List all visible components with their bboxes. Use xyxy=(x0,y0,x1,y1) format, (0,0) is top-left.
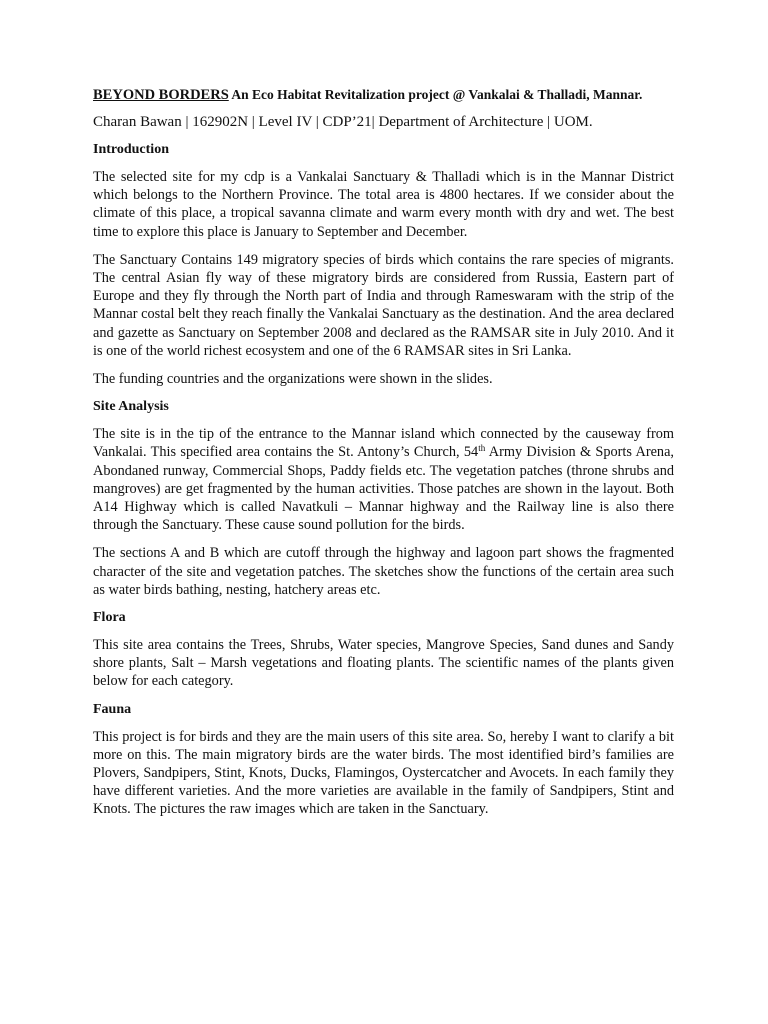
document-page xyxy=(93,86,674,829)
introduction-paragraph-3: The funding countries and the organizations were shown in the slides. xyxy=(93,371,493,388)
heading-fauna: Fauna xyxy=(93,701,132,717)
flora-paragraph-1: This site area contains the Trees, Shrubs, Water species, Mangrove Species, Sand dunes and Sandy shore plants, Salt – Marsh vegetations and floating plants. The scientific names of the plants given below for each category. xyxy=(93,637,674,690)
title-main: BEYOND BORDERS xyxy=(93,87,229,103)
site-analysis-text-a: The site is in the tip of the entrance to the Mannar island which connected by the causeway from Vankalai. This specified area contains the St. Antony’s Church, 54 xyxy=(93,426,674,461)
site-analysis-paragraph-1 xyxy=(93,425,674,534)
introduction-paragraph-2: The Sanctuary Contains 149 migratory species of birds which contains the rare species of migrants. The central Asian fly way of these migratory birds are considered from Russia, Eastern part of Europe and they fly through the North part of India and through Rameswaram with the strip of the Mannar costal belt they reach finally the Vankalai Sanctuary as the destination. And the area declared and gazette as Sanctuary on September 2008 and declared as the RAMSAR site in July 2010. And it is one of the world richest ecosystem and one of the 6 RAMSAR sites in Sri Lanka. xyxy=(93,251,674,359)
site-analysis-paragraph-2: The sections A and B which are cutoff through the highway and lagoon part shows the fragmented character of the site and vegetation patches. The sketches show the functions of the certain area such as water birds bathing, nesting, hatchery areas etc. xyxy=(93,545,674,598)
title-subtitle: An Eco Habitat Revitalization project @ Vankalai & Thalladi, Mannar. xyxy=(228,87,643,102)
document-title xyxy=(93,86,674,104)
author-line: Charan Bawan | 162902N | Level IV | CDP’21| Department of Architecture | UOM. xyxy=(93,114,593,130)
heading-site-analysis: Site Analysis xyxy=(93,399,169,415)
heading-flora: Flora xyxy=(93,610,126,626)
ordinal-superscript: th xyxy=(478,443,486,454)
introduction-paragraph-1: The selected site for my cdp is a Vankalai Sanctuary & Thalladi which is in the Mannar District which belongs to the Northern Province. The total area is 4800 hectares. If we consider about the climate of this place, a tropical savanna climate and warm every month with dry and wet. The best time to explore this place is January to September and December. xyxy=(93,169,674,240)
fauna-paragraph-1: This project is for birds and they are the main users of this site area. So, hereby I want to clarify a bit more on this. The main migratory birds are the water birds. The most identified bird’s families are Plovers, Sandpipers, Stint, Knots, Ducks, Flamingos, Oystercatcher and Avocets. In each family they have different varieties. And the more varieties are available in the family of Sandpipers, Stint and Knots. The pictures the raw images which are taken in the Sanctuary. xyxy=(93,728,674,818)
site-analysis-text-b: Army Division & Sports Arena, Abondaned runway, Commercial Shops, Paddy fields etc. The vegetation patches (throne shrubs and mangroves) are get fragmented by the human activities. Those patches are shown in the layout. Both A14 Highway which is called Navatkuli – Mannar highway and the Railway line is also there through the Sanctuary. These cause sound pollution for the birds. xyxy=(93,444,674,534)
heading-introduction: Introduction xyxy=(93,142,169,157)
